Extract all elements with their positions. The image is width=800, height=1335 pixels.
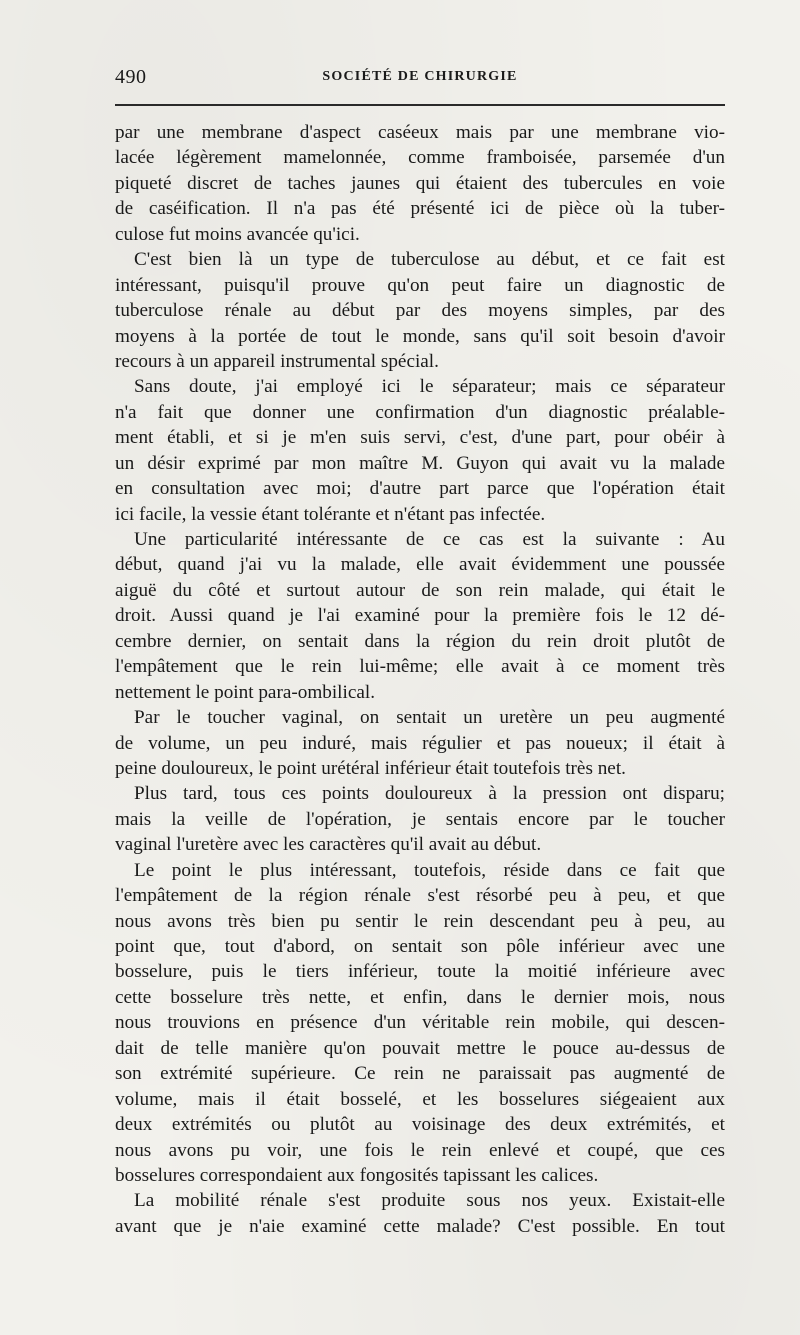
text-line: volume, mais il était bosselé, et les bosselures siégeaient aux bbox=[115, 1088, 725, 1110]
text-line: n'a fait que donner une confirmation d'un diagnostic préalable- bbox=[115, 401, 725, 423]
text-line: nettement le point para-ombilical. bbox=[115, 681, 376, 703]
text-line: mais la veille de l'opération, je sentais encore par le toucher bbox=[115, 808, 725, 830]
text-line: point que, tout d'abord, on sentait son pôle inférieur avec une bbox=[115, 936, 725, 957]
page-header bbox=[115, 66, 725, 96]
text-line: nous avons pu voir, une fois le rein enlevé et coupé, que ces bbox=[115, 1139, 725, 1161]
text-line: Plus tard, tous ces points douloureux à la pression ont disparu; bbox=[134, 783, 725, 805]
text-line: Par le toucher vaginal, on sentait un uretère un peu augmenté bbox=[134, 707, 725, 729]
text-line: bosselure, puis le tiers inférieur, toute la moitié inférieure avec bbox=[115, 961, 725, 983]
text-line: en consultation avec moi; d'autre part parce que l'opération était bbox=[115, 478, 725, 500]
text-line: intéressant, puisqu'il prouve qu'on peut faire un diagnostic de bbox=[115, 274, 725, 296]
text-line: par une membrane d'aspect caséeux mais par une membrane vio- bbox=[115, 122, 725, 143]
text-line: recours à un appareil instrumental spécial. bbox=[115, 350, 439, 372]
text-line: cembre dernier, on sentait dans la région du rein droit plutôt de bbox=[115, 630, 725, 652]
text-line: l'empâtement que le rein lui-même; elle avait à ce moment très bbox=[115, 656, 725, 678]
text-line: Une particularité intéressante de ce cas est la suivante : Au bbox=[134, 529, 725, 550]
running-head: SOCIÉTÉ DE CHIRURGIE bbox=[322, 69, 518, 84]
text-line: droit. Aussi quand je l'ai examiné pour la première fois le 12 dé- bbox=[115, 605, 725, 627]
text-line: ici facile, la vessie étant tolérante et n'étant pas infectée. bbox=[115, 503, 546, 525]
text-line: avant que je n'aie examiné cette malade? C'est possible. En tout bbox=[115, 1215, 725, 1237]
text-line: de caséification. Il n'a pas été présenté ici de pièce où la tuber- bbox=[115, 198, 725, 220]
text-line: La mobilité rénale s'est produite sous nos yeux. Existait-elle bbox=[134, 1190, 725, 1212]
text-line: culose fut moins avancée qu'ici. bbox=[115, 223, 360, 245]
text-line: dait de telle manière qu'on pouvait mettre le pouce au-dessus de bbox=[115, 1037, 725, 1059]
text-line: Sans doute, j'ai employé ici le séparateur; mais ce séparateur bbox=[134, 376, 725, 398]
text-line: peine douloureux, le point urétéral inférieur était toutefois très net. bbox=[115, 757, 626, 779]
text-line: lacée légèrement mamelonnée, comme framboisée, parsemée d'un bbox=[115, 147, 725, 169]
body-text bbox=[115, 120, 725, 1239]
header-rule bbox=[115, 104, 725, 106]
text-line: aiguë du côté et surtout autour de son rein malade, qui était le bbox=[115, 579, 725, 601]
text-line: bosselures correspondaient aux fongosités tapissant les calices. bbox=[115, 1164, 599, 1186]
text-line: nous trouvions en présence d'un véritable rein mobile, qui descen- bbox=[115, 1012, 725, 1034]
text-line: nous avons très bien pu sentir le rein descendant peu à peu, au bbox=[115, 910, 725, 932]
text-line: l'empâtement de la région rénale s'est résorbé peu à peu, et que bbox=[115, 885, 725, 907]
page-number: 490 bbox=[115, 66, 147, 88]
text-line: de volume, un peu induré, mais régulier et pas noueux; il était à bbox=[115, 732, 725, 754]
text-line: cette bosselure très nette, et enfin, dans le dernier mois, nous bbox=[115, 986, 725, 1008]
text-line: un désir exprimé par mon maître M. Guyon qui avait vu la malade bbox=[115, 452, 725, 474]
text-line: deux extrémités ou plutôt au voisinage des deux extrémités, et bbox=[115, 1114, 725, 1136]
text-line: début, quand j'ai vu la malade, elle avait évidemment une poussée bbox=[115, 554, 725, 576]
text-line: son extrémité supérieure. Ce rein ne paraissait pas augmenté de bbox=[115, 1063, 725, 1085]
text-line: C'est bien là un type de tuberculose au début, et ce fait est bbox=[134, 249, 725, 271]
text-line: vaginal l'uretère avec les caractères qu'il avait au début. bbox=[115, 834, 542, 856]
text-line: tuberculose rénale au début par des moyens simples, par des bbox=[115, 300, 725, 322]
text-line: Le point le plus intéressant, toutefois, réside dans ce fait que bbox=[134, 859, 725, 881]
text-line: ment établi, et si je m'en suis servi, c'est, d'une part, pour obéir à bbox=[115, 427, 725, 449]
text-line: moyens à la portée de tout le monde, sans qu'il soit besoin d'avoir bbox=[115, 325, 725, 347]
text-line: piqueté discret de taches jaunes qui étaient des tubercules en voie bbox=[115, 172, 725, 194]
